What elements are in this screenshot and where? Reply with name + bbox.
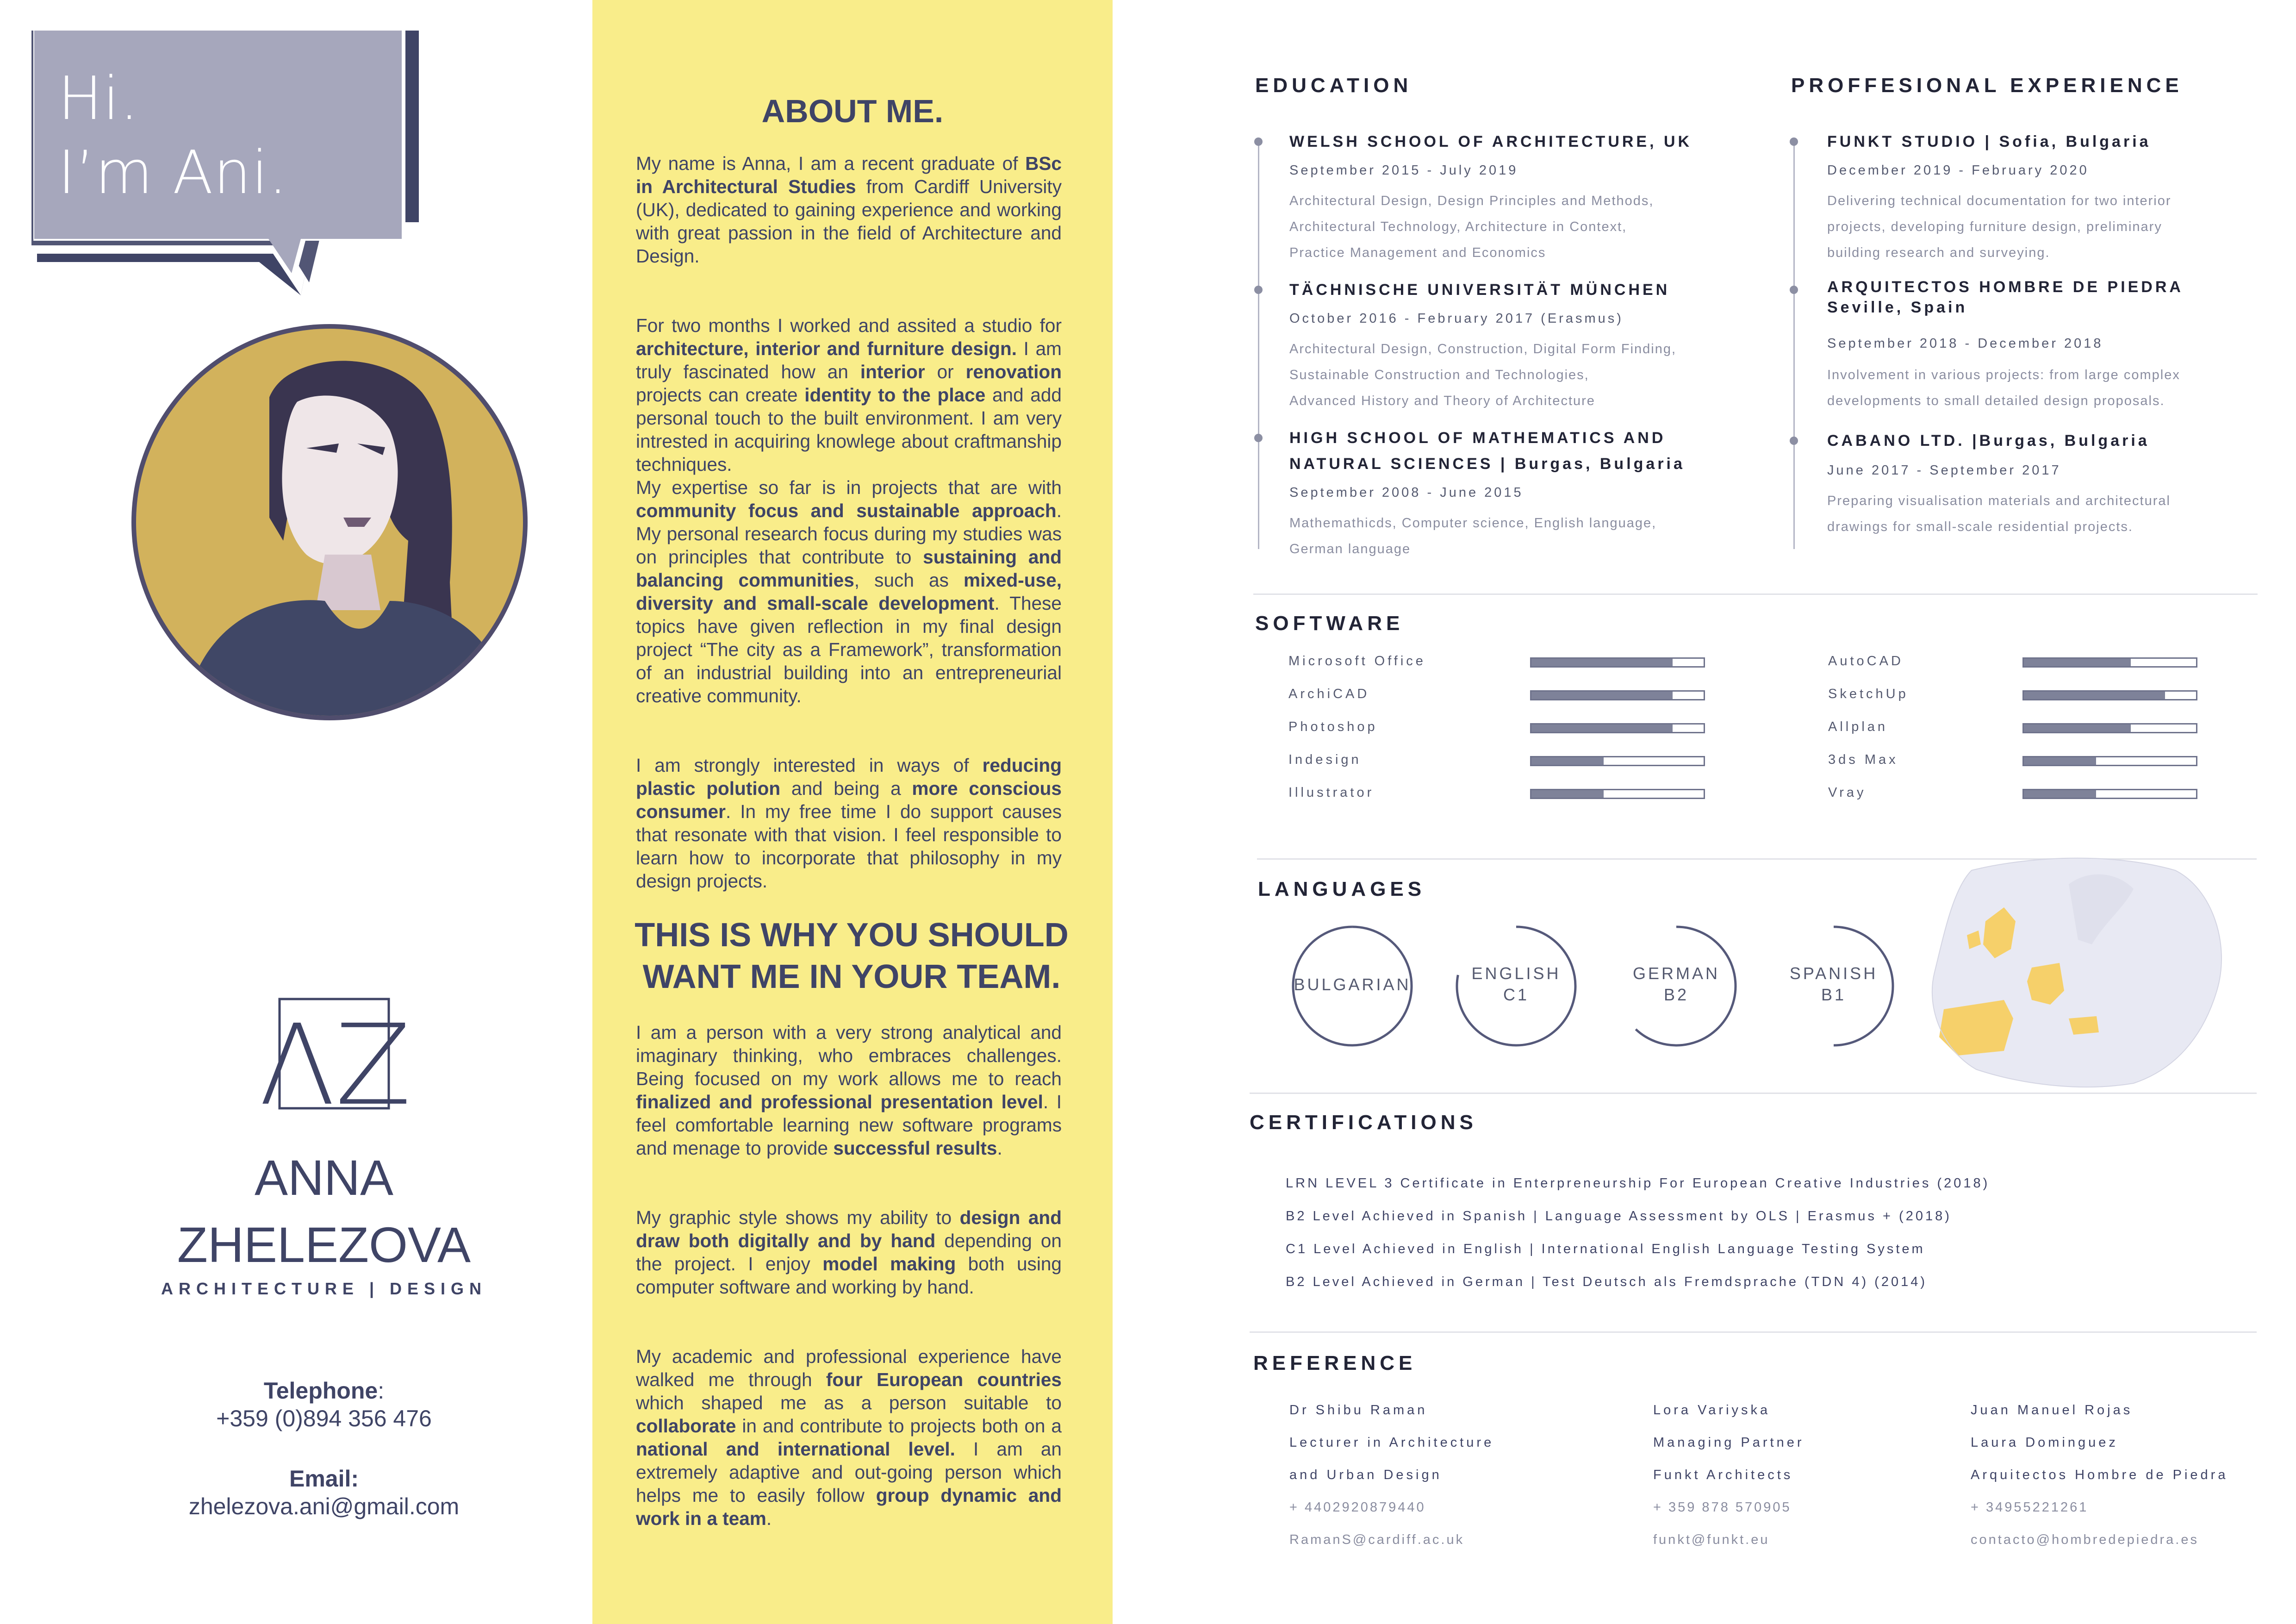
highlight-text: mixed-use, diversity and small-scale development: [636, 569, 1062, 614]
software-level-bar: [2022, 789, 2197, 799]
section-divider: [1250, 1093, 2257, 1094]
highlight-text: national and international level.: [636, 1438, 955, 1460]
education-3-dates: September 2008 - June 2015: [1289, 485, 1524, 500]
paragraph-text: depending on the project. I enjoy: [636, 1230, 1062, 1274]
last-name: ZHELEZOVA: [177, 1217, 471, 1273]
highlight-text: collaborate: [636, 1415, 736, 1437]
education-2-desc-1: Architectural Design, Construction, Digital Form Finding,: [1289, 342, 1677, 356]
reference-title: REFERENCE: [1253, 1352, 1417, 1374]
experience-2-dates: September 2018 - December 2018: [1827, 336, 2103, 351]
language-label: [1451, 963, 1581, 1006]
paragraph-text: . These topics have given reflection in my final design project “The city as a Framework”, transformation of an industrial building into an entrepreneurial creative community.: [636, 593, 1062, 706]
software-name: Indesign: [1288, 752, 1362, 767]
profile-portrait: [131, 323, 529, 721]
highlight-text: finalized and professional presentation level: [636, 1091, 1043, 1112]
experience-2-desc-1: Involvement in various projects: from large complex: [1827, 368, 2180, 382]
language-level: C1: [1503, 985, 1530, 1004]
reference-role1: Laura Dominguez: [1971, 1435, 2118, 1450]
reference-phone[interactable]: + 359 878 570905: [1653, 1500, 1792, 1515]
language-label: [1769, 963, 1898, 1006]
education-2-desc-3: Advanced History and Theory of Architecture: [1289, 394, 1595, 408]
paragraph-text: For two months I worked and assited a studio for: [636, 315, 1062, 336]
education-2-dates: October 2016 - February 2017 (Erasmus): [1289, 311, 1624, 326]
paragraph-text: , such as: [854, 569, 964, 591]
software-level-bar: [1530, 657, 1705, 668]
education-3-desc-1: Mathemathicds, Computer science, English language,: [1289, 516, 1657, 531]
highlight-text: renovation: [965, 361, 1062, 382]
experience-1-desc-2: projects, developing furniture design, preliminary: [1827, 219, 2162, 234]
education-1-dates: September 2015 - July 2019: [1289, 163, 1518, 178]
highlight-text: identity to the place: [804, 384, 986, 406]
software-level-fill: [2024, 757, 2096, 765]
software-name: Allplan: [1828, 719, 1888, 734]
paragraph-text: I am strongly interested in ways of: [636, 755, 983, 776]
education-title: EDUCATION: [1255, 74, 1412, 97]
software-name: Microsoft Office: [1288, 654, 1426, 668]
experience-timeline: [1793, 142, 1795, 549]
reference-role1: Lecturer in Architecture: [1289, 1435, 1494, 1450]
telephone-value[interactable]: +359 (0)894 356 476: [216, 1405, 432, 1431]
experience-1-desc-3: building research and surveying.: [1827, 245, 2050, 260]
software-level-bar: [1530, 690, 1705, 700]
timeline-dot: [1254, 137, 1263, 146]
highlight-text: design and draw both digitally and by hand: [636, 1207, 1062, 1251]
education-2-title: TÄCHNISCHE UNIVERSITÄT MÜNCHEN: [1289, 281, 1670, 299]
language-name: SPANISH: [1789, 964, 1878, 983]
language-level: B2: [1663, 985, 1689, 1004]
software-level-fill: [2024, 692, 2165, 699]
experience-3-desc-1: Preparing visualisation materials and architectural: [1827, 493, 2171, 508]
about-paragraph-6: [636, 1206, 1062, 1299]
timeline-dot: [1254, 286, 1263, 294]
reference-email[interactable]: RamanS@cardiff.ac.uk: [1289, 1532, 1465, 1547]
experience-1-dates: December 2019 - February 2020: [1827, 163, 2089, 178]
education-1-title: WELSH SCHOOL OF ARCHITECTURE, UK: [1289, 133, 1692, 150]
paragraph-text: from Cardiff University (UK), dedicated to gaining experience and working with great passion in the field of Architecture and Design.: [636, 176, 1062, 267]
telephone-label: Telephone: [263, 1378, 378, 1404]
highlight-text: model making: [822, 1253, 956, 1274]
highlight-text: group dynamic and work in a team: [636, 1485, 1062, 1529]
language-label: [1612, 963, 1741, 1006]
paragraph-text: both using computer software and working by hand.: [636, 1253, 1062, 1298]
education-1-desc-2: Architectural Technology, Architecture in Context,: [1289, 219, 1627, 234]
about-paragraph-7: [636, 1345, 1062, 1530]
email-value[interactable]: zhelezova.ani@gmail.com: [188, 1493, 460, 1519]
experience-2-title-1: ARQUITECTOS HOMBRE DE PIEDRA: [1827, 278, 2184, 296]
certifications-title: CERTIFICATIONS: [1250, 1111, 1477, 1134]
software-level-fill: [1531, 790, 1604, 798]
first-name: ANNA: [254, 1149, 394, 1206]
software-level-fill: [2024, 725, 2131, 732]
software-level-bar: [1530, 789, 1705, 799]
paragraph-text: and add personal touch to the built environment. I am very intrested in acquiring knowlege about craftmanship techniques.: [636, 384, 1062, 475]
paragraph-text: .: [766, 1508, 772, 1529]
software-name: Photoshop: [1288, 719, 1378, 734]
language-level: B1: [1821, 985, 1847, 1004]
paragraph-text: or: [925, 361, 966, 382]
paragraph-text: projects can create: [636, 384, 805, 406]
highlight-text: interior: [860, 361, 925, 382]
reference-role2: and Urban Design: [1289, 1468, 1442, 1482]
software-name: 3ds Max: [1828, 752, 1898, 767]
reference-name: Lora Variyska: [1653, 1403, 1771, 1418]
paragraph-text: . In my free time I do support causes that resonate with that vision. I feel responsible to learn how to incorporate that philosophy in my design projects.: [636, 801, 1062, 892]
reference-name: Juan Manuel Rojas: [1971, 1403, 2133, 1418]
software-level-bar: [2022, 756, 2197, 766]
section-divider: [1253, 593, 2258, 595]
reference-role2: Arquitectos Hombre de Piedra: [1971, 1468, 2228, 1482]
about-paragraph-4: [636, 754, 1062, 893]
language-name: GERMAN: [1632, 964, 1720, 983]
highlight-text: community focus and sustainable approach: [636, 500, 1057, 521]
paragraph-text: My name is Anna, I am a recent graduate of: [636, 153, 1026, 174]
tagline: ARCHITECTURE | DESIGN: [161, 1279, 487, 1298]
software-title: SOFTWARE: [1255, 612, 1404, 635]
education-3-desc-2: German language: [1289, 542, 1411, 556]
software-level-bar: [2022, 657, 2197, 668]
why-title: [620, 914, 1083, 998]
greeting-line-2: I’m Ani.: [58, 138, 288, 207]
telephone-colon: :: [378, 1378, 385, 1404]
education-3-title-1: HIGH SCHOOL OF MATHEMATICS AND: [1289, 429, 1666, 447]
timeline-dot: [1790, 137, 1798, 146]
paragraph-text: My graphic style shows my ability to: [636, 1207, 960, 1228]
reference-role1: Managing Partner: [1653, 1435, 1804, 1450]
about-paragraph-2: [636, 314, 1062, 476]
experience-3-title: CABANO LTD. |Burgas, Bulgaria: [1827, 432, 2150, 450]
greeting-line-1: Hi.: [58, 64, 139, 133]
paragraph-text: I am an extremely adaptive and out-going person which helps me to easily follow: [636, 1438, 1062, 1506]
experience-title: PROFFESIONAL EXPERIENCE: [1791, 74, 2183, 97]
software-level-fill: [1531, 659, 1673, 666]
experience-1-desc-1: Delivering technical documentation for two interior: [1827, 194, 2172, 208]
highlight-text: four European countries: [826, 1369, 1062, 1390]
az-logo: [259, 997, 411, 1130]
timeline-dot: [1254, 434, 1263, 442]
experience-1-title: FUNKT STUDIO | Sofia, Bulgaria: [1827, 133, 2151, 150]
software-name: Vray: [1828, 785, 1867, 800]
language-name: ENGLISH: [1471, 964, 1561, 983]
software-level-fill: [2024, 790, 2096, 798]
reference-email[interactable]: contacto@hombredepiedra.es: [1971, 1532, 2199, 1547]
paragraph-text: and being a: [780, 778, 912, 799]
logo-text: ΛZ: [259, 1000, 411, 1130]
reference-name: Dr Shibu Raman: [1289, 1403, 1428, 1418]
software-name: AutoCAD: [1828, 654, 1904, 668]
paragraph-text: My expertise so far is in projects that are with: [636, 477, 1062, 498]
section-divider: [1250, 1331, 2257, 1333]
paragraph-text: I am a person with a very strong analytical and imaginary thinking, who embraces challenges. Being focused on my work allows me to reach: [636, 1022, 1062, 1089]
about-paragraph-3: [636, 476, 1062, 707]
software-level-bar: [2022, 723, 2197, 733]
highlight-text: architecture, interior and furniture design.: [636, 338, 1017, 359]
certification-item: B2 Level Achieved in German | Test Deutsch als Fremdsprache (TDN 4) (2014): [1286, 1274, 1927, 1289]
experience-2-title-2: Seville, Spain: [1827, 299, 1968, 316]
software-level-bar: [1530, 756, 1705, 766]
paragraph-text: My academic and professional experience have walked me through: [636, 1346, 1062, 1390]
software-level-fill: [2024, 659, 2131, 666]
paragraph-text: which shaped me as a person suitable to: [636, 1392, 1062, 1413]
language-label: [1288, 974, 1417, 995]
email-label: Email:: [289, 1466, 359, 1492]
certification-item: LRN LEVEL 3 Certificate in Enterpreneurship For European Creative Industries (2018): [1286, 1176, 1990, 1191]
why-title-line-2: WANT ME IN YOUR TEAM.: [642, 958, 1061, 995]
reference-role2: Funkt Architects: [1653, 1468, 1793, 1482]
education-2-desc-2: Sustainable Construction and Technologies,: [1289, 368, 1589, 382]
timeline-dot: [1790, 437, 1798, 445]
highlight-text: BSc in Architectural Studies: [636, 153, 1062, 197]
paragraph-text: . My personal research focus during my studies was on principles that contribute to: [636, 500, 1062, 568]
language-name: BULGARIAN: [1294, 975, 1411, 994]
software-level-fill: [1531, 725, 1673, 732]
why-title-line-1: THIS IS WHY YOU SHOULD: [635, 917, 1069, 954]
software-name: SketchUp: [1828, 687, 1909, 701]
software-level-fill: [1531, 757, 1604, 765]
about-paragraph-1: [636, 152, 1062, 268]
timeline-dot: [1790, 286, 1798, 294]
reference-phone[interactable]: + 34955221261: [1971, 1500, 2089, 1515]
experience-3-desc-2: drawings for small-scale residential projects.: [1827, 519, 2133, 534]
highlight-text: more conscious consumer: [636, 778, 1062, 822]
education-timeline: [1258, 142, 1259, 549]
languages-title: LANGUAGES: [1258, 878, 1426, 900]
software-level-bar: [2022, 690, 2197, 700]
experience-3-dates: June 2017 - September 2017: [1827, 463, 2061, 478]
about-paragraph-5: [636, 1021, 1062, 1160]
highlight-text: sustaining and balancing communities: [636, 546, 1062, 591]
software-name: Illustrator: [1288, 785, 1375, 800]
software-level-fill: [1531, 692, 1673, 699]
paragraph-text: in and contribute to projects both on a: [736, 1415, 1062, 1437]
paragraph-text: .: [997, 1137, 1002, 1159]
paragraph-text: . I feel comfortable learning new software programs and menage to provide: [636, 1091, 1062, 1159]
about-title: ABOUT ME.: [761, 93, 944, 129]
education-3-title-2: NATURAL SCIENCES | Burgas, Bulgaria: [1289, 455, 1685, 473]
education-1-desc-3: Practice Management and Economics: [1289, 245, 1546, 260]
telephone-label-row: [0, 1377, 648, 1404]
highlight-text: successful results: [833, 1137, 997, 1159]
software-level-bar: [1530, 723, 1705, 733]
europe-map: [1916, 852, 2231, 1093]
reference-phone[interactable]: + 4402920879440: [1289, 1500, 1426, 1515]
certification-item: C1 Level Achieved in English | International English Language Testing System: [1286, 1242, 1925, 1256]
software-name: ArchiCAD: [1288, 687, 1370, 701]
highlight-text: reducing plastic polution: [636, 755, 1062, 799]
certification-item: B2 Level Achieved in Spanish | Language Assessment by OLS | Erasmus + (2018): [1286, 1209, 1952, 1224]
experience-2-desc-2: developments to small detailed design proposals.: [1827, 394, 2165, 408]
paragraph-text: I am truly fascinated how an: [636, 338, 1062, 382]
reference-email[interactable]: funkt@funkt.eu: [1653, 1532, 1770, 1547]
education-1-desc-1: Architectural Design, Design Principles and Methods,: [1289, 194, 1654, 208]
